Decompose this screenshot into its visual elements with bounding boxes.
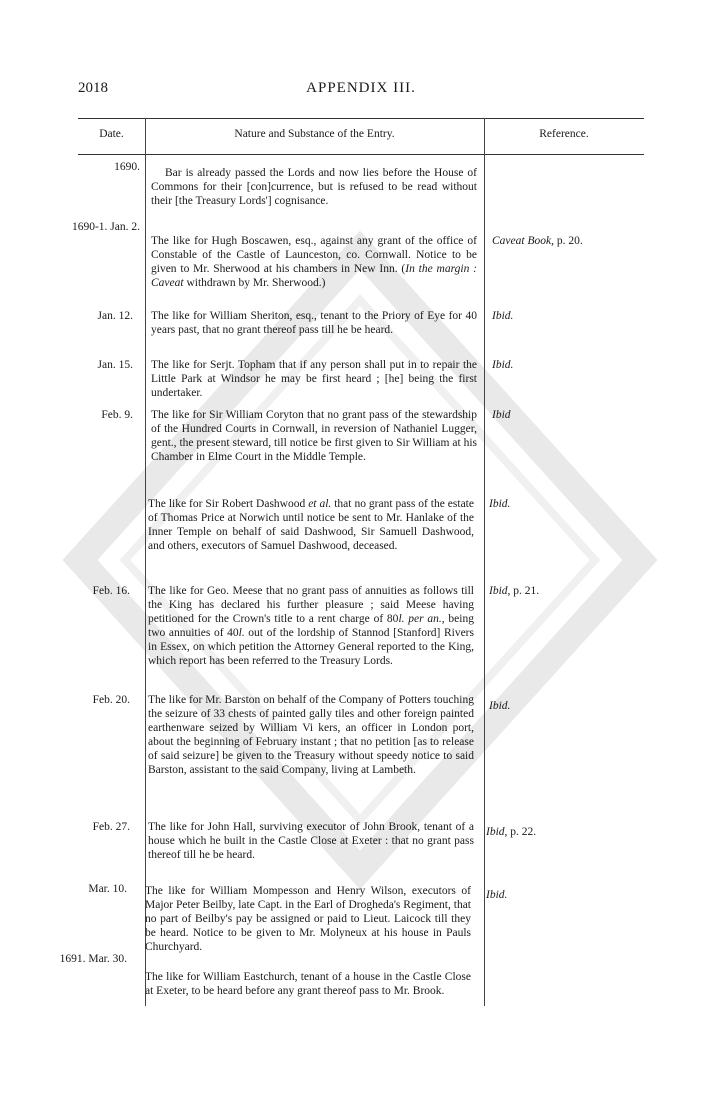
header-bottom-rule	[78, 154, 644, 155]
entry-reference: Ibid	[492, 409, 511, 421]
column-header-reference: Reference.	[539, 128, 589, 140]
entry-reference: Ibid.	[489, 700, 511, 712]
entry-reference: Ibid, p. 21.	[489, 585, 540, 597]
entry-reference: Ibid, p. 22.	[486, 826, 537, 838]
entry-text: The like for William Sheriton, esq., tenant to the Priory of Eye for 40 years past, that no grant thereof pass till he be heard.	[151, 310, 477, 336]
entry-text: The like for William Mompesson and Henry Wilson, executors of Major Peter Beilby, late Capt. in the Earl of Drogheda's Regiment, that no part of Beilby's pay be assigned or paid to Lieut. Laicock till they be heard. Notice to be given to Mr. Molyneux at his house in Pauls Churchyard.	[145, 885, 471, 953]
running-title: APPENDIX III.	[306, 80, 416, 96]
entry-date: Feb. 27.	[92, 821, 130, 833]
entry-text: The like for John Hall, surviving executor of John Brook, tenant of a house which he built in the Castle Close at Exeter : that no grant pass thereof till he be heard.	[148, 821, 474, 861]
entry-text: The like for Sir William Coryton that no grant pass of the stewardship of the Hundred Courts in Cornwall, in reversion of Nathaniel Lugger, gent., the present steward, till notice be first given to Sir William at his Chamber in Elme Court in the Middle Temple.	[151, 409, 477, 463]
entry-date: 1690-1. Jan. 2.	[71, 221, 140, 233]
entry-text: The like for Sir Robert Dashwood et al. that no grant pass of the estate of Thomas Price at Norwich until notice be sent to Mr. Hanlake of the Inner Temple on behalf of said Dashwood, Sir Samuell Dashwood, and others, executors of Samuel Dashwood, deceased.	[148, 498, 474, 552]
entry-date: Jan. 12.	[97, 310, 133, 322]
entry-date: 1690.	[114, 161, 140, 173]
entry-text: Bar is already passed the Lords and now lies before the House of Commons for their [con]currence, but is refused to be read without their [the Treasury Lords'] cognisance.	[151, 167, 477, 207]
table-top-rule	[78, 118, 644, 119]
entry-text: The like for Hugh Boscawen, esq., against any grant of the office of Constable of the Castle of Launceston, co. Cornwall. Notice to be given to Mr. Sherwood at his chambers in New Inn. (In the margin : Caveat withdrawn by Mr. Sherwood.)	[151, 235, 477, 289]
entry-text: The like for Geo. Meese that no grant pass of annuities as follows till the King has declared his further pleasure ; said Meese having petitioned for the Crown's title to a rent charge of 80l. per an., being two annuities of 40l. out of the lordship of Stannod [Stanford] Rivers in Essex, on which petition the Attorney General reported to the King, which report has been referred to the Treasury Lords.	[148, 585, 474, 667]
entry-reference: Ibid.	[492, 359, 514, 371]
entry-reference: Ibid.	[492, 310, 514, 322]
entry-reference: Ibid.	[489, 498, 511, 510]
column-divider-2	[484, 118, 485, 1006]
column-header-nature: Nature and Substance of the Entry.	[234, 128, 395, 140]
entry-date: Mar. 10.	[88, 883, 127, 895]
entry-text: The like for Mr. Barston on behalf of the Company of Potters touching the seizure of 33 chests of painted gally tiles and other foreign painted earthenware seized by William Vi kers, an officer in London port, about the beginning of February instant ; that no petition [as to release of said seizure] be given to the Treasury without speedy notice to said Barston, assistant to the said Company, living at Lambeth.	[148, 694, 474, 776]
page-number: 2018	[78, 80, 108, 96]
entry-date: Feb. 20.	[92, 694, 130, 706]
entry-date: Feb. 9.	[101, 409, 133, 421]
entry-reference: Ibid.	[486, 889, 508, 901]
entry-reference: Caveat Book, p. 20.	[492, 235, 583, 247]
entry-date: 1691. Mar. 30.	[59, 953, 127, 965]
entry-text: The like for Serjt. Topham that if any person shall put in to repair the Little Park at Windsor he may be first heard ; [he] being the first undertaker.	[151, 359, 477, 399]
entry-text: The like for William Eastchurch, tenant of a house in the Castle Close at Exeter, to be heard before any grant thereof pass to Mr. Brook.	[145, 971, 471, 997]
entry-date: Jan. 15.	[97, 359, 133, 371]
entry-date: Feb. 16.	[92, 585, 130, 597]
column-divider-1	[145, 118, 146, 1006]
column-header-date: Date.	[99, 128, 124, 140]
